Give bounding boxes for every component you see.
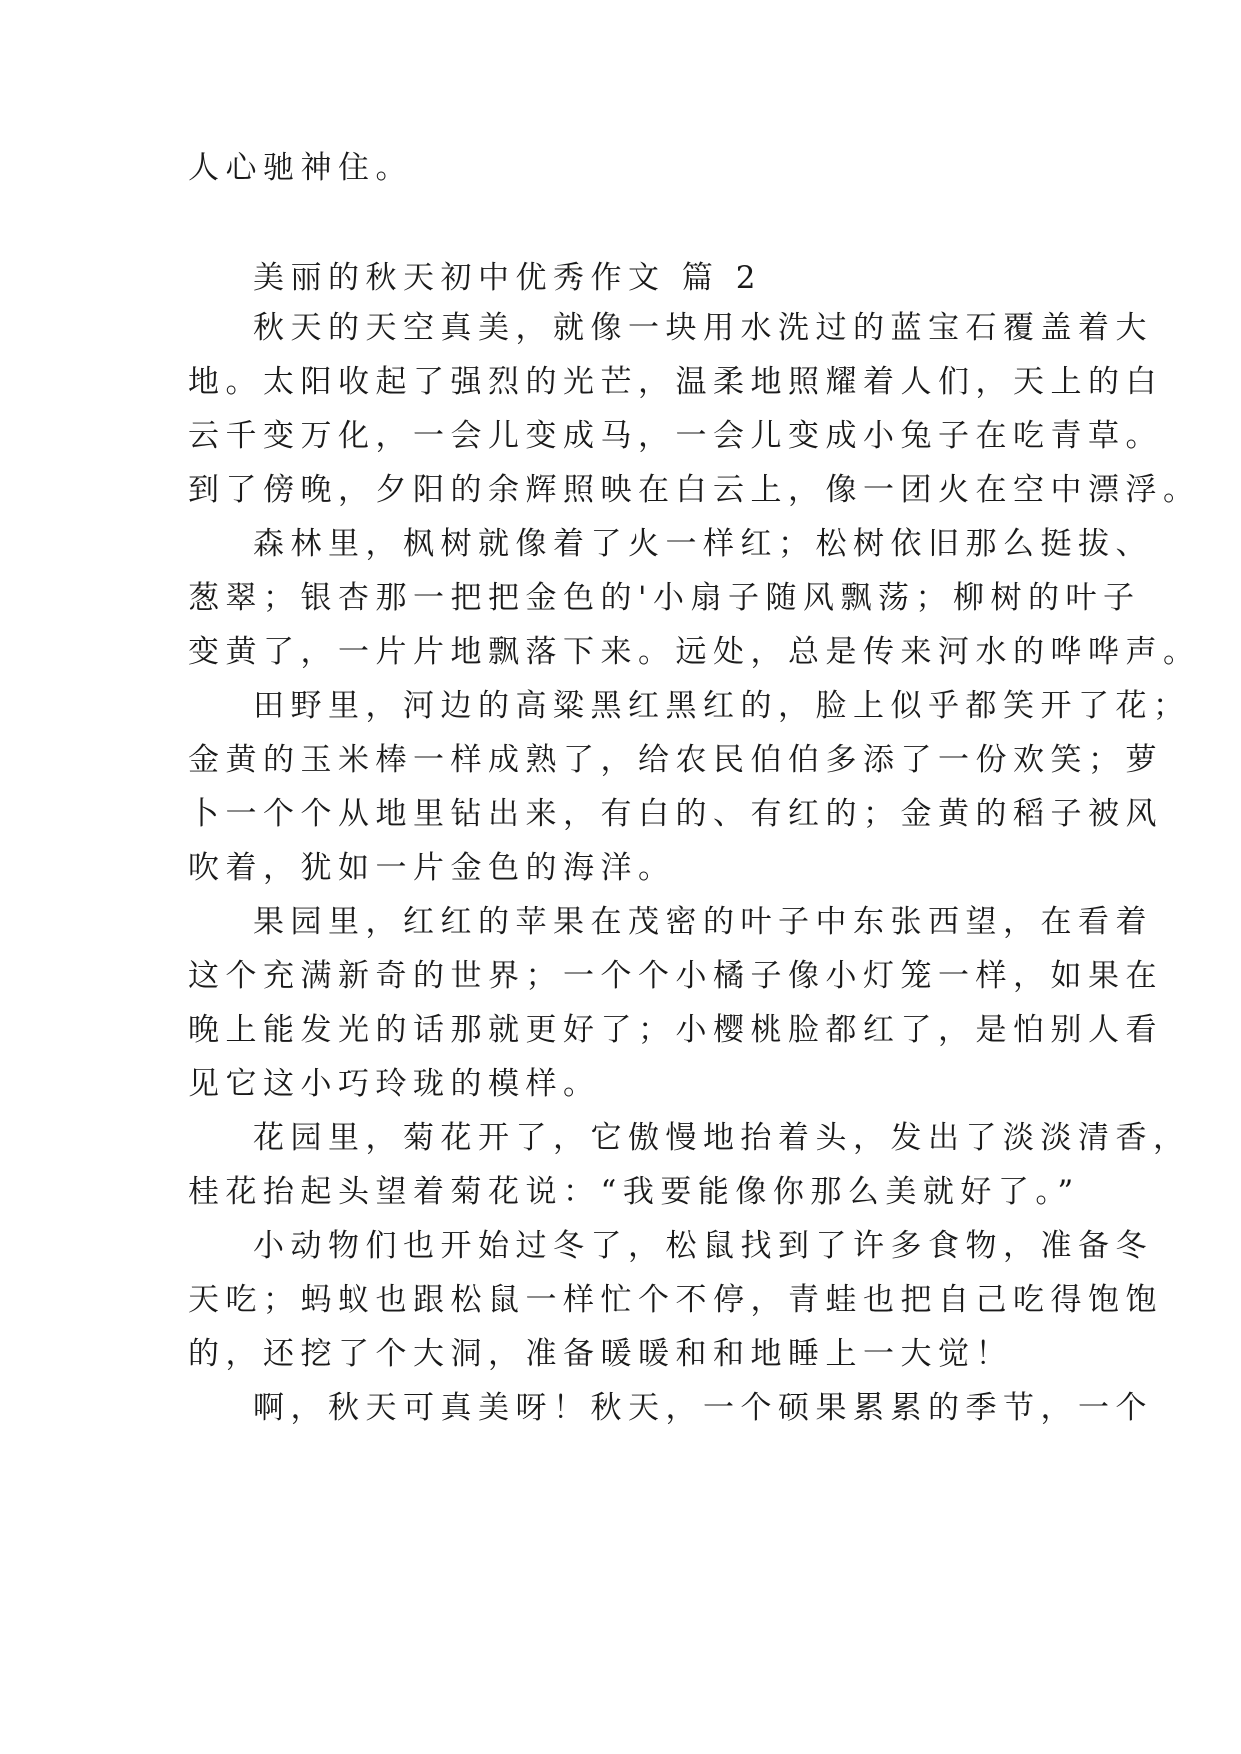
paragraph-line: 秋天的天空真美，就像一块用水洗过的蓝宝石覆盖着大 — [253, 310, 1153, 346]
paragraph-line: 吹着，犹如一片金色的海洋。 — [188, 850, 676, 886]
paragraph-line: 见它这小巧玲珑的模样。 — [188, 1066, 601, 1102]
paragraph-line: 云千变万化，一会儿变成马，一会儿变成小兔子在吃青草。 — [188, 418, 1163, 454]
paragraph-line: 的，还挖了个大洞，准备暖暖和和地睡上一大觉！ — [188, 1336, 1013, 1372]
paragraph-line: 卜一个个从地里钻出来，有白的、有红的；金黄的稻子被风 — [188, 796, 1163, 832]
section-heading: 美丽的秋天初中优秀作文 篇 2 — [253, 260, 762, 296]
paragraph-line: 天吃；蚂蚁也跟松鼠一样忙个不停，青蛙也把自己吃得饱饱 — [188, 1282, 1163, 1318]
paragraph-line: 这个充满新奇的世界；一个个小橘子像小灯笼一样，如果在 — [188, 958, 1163, 994]
paragraph-line: 葱翠；银杏那一把把金色的'小扇子随风飘荡；柳树的叶子 — [188, 580, 1141, 616]
continuation-line: 人心驰神住。 — [188, 150, 413, 186]
paragraph-line: 田野里，河边的高粱黑红黑红的，脸上似乎都笑开了花； — [253, 688, 1191, 724]
paragraph-line: 到了傍晚，夕阳的余辉照映在白云上，像一团火在空中漂浮。 — [188, 472, 1201, 508]
paragraph-line: 小动物们也开始过冬了，松鼠找到了许多食物，准备冬 — [253, 1228, 1153, 1264]
paragraph-line: 金黄的玉米棒一样成熟了，给农民伯伯多添了一份欢笑；萝 — [188, 742, 1163, 778]
paragraph-line: 晚上能发光的话那就更好了；小樱桃脸都红了，是怕别人看 — [188, 1012, 1163, 1048]
paragraph-line: 变黄了，一片片地飘落下来。远处，总是传来河水的哗哗声。 — [188, 634, 1201, 670]
paragraph-line: 桂花抬起头望着菊花说：“我要能像你那么美就好了。” — [188, 1174, 1080, 1210]
paragraph-line: 啊，秋天可真美呀！秋天，一个硕果累累的季节，一个 — [253, 1390, 1153, 1426]
paragraph-line: 森林里，枫树就像着了火一样红；松树依旧那么挺拔、 — [253, 526, 1153, 562]
paragraph-line: 地。太阳收起了强烈的光芒，温柔地照耀着人们，天上的白 — [188, 364, 1163, 400]
paragraph-line: 花园里，菊花开了，它傲慢地抬着头，发出了淡淡清香， — [253, 1120, 1191, 1156]
paragraph-line: 果园里，红红的苹果在茂密的叶子中东张西望，在看着 — [253, 904, 1153, 940]
